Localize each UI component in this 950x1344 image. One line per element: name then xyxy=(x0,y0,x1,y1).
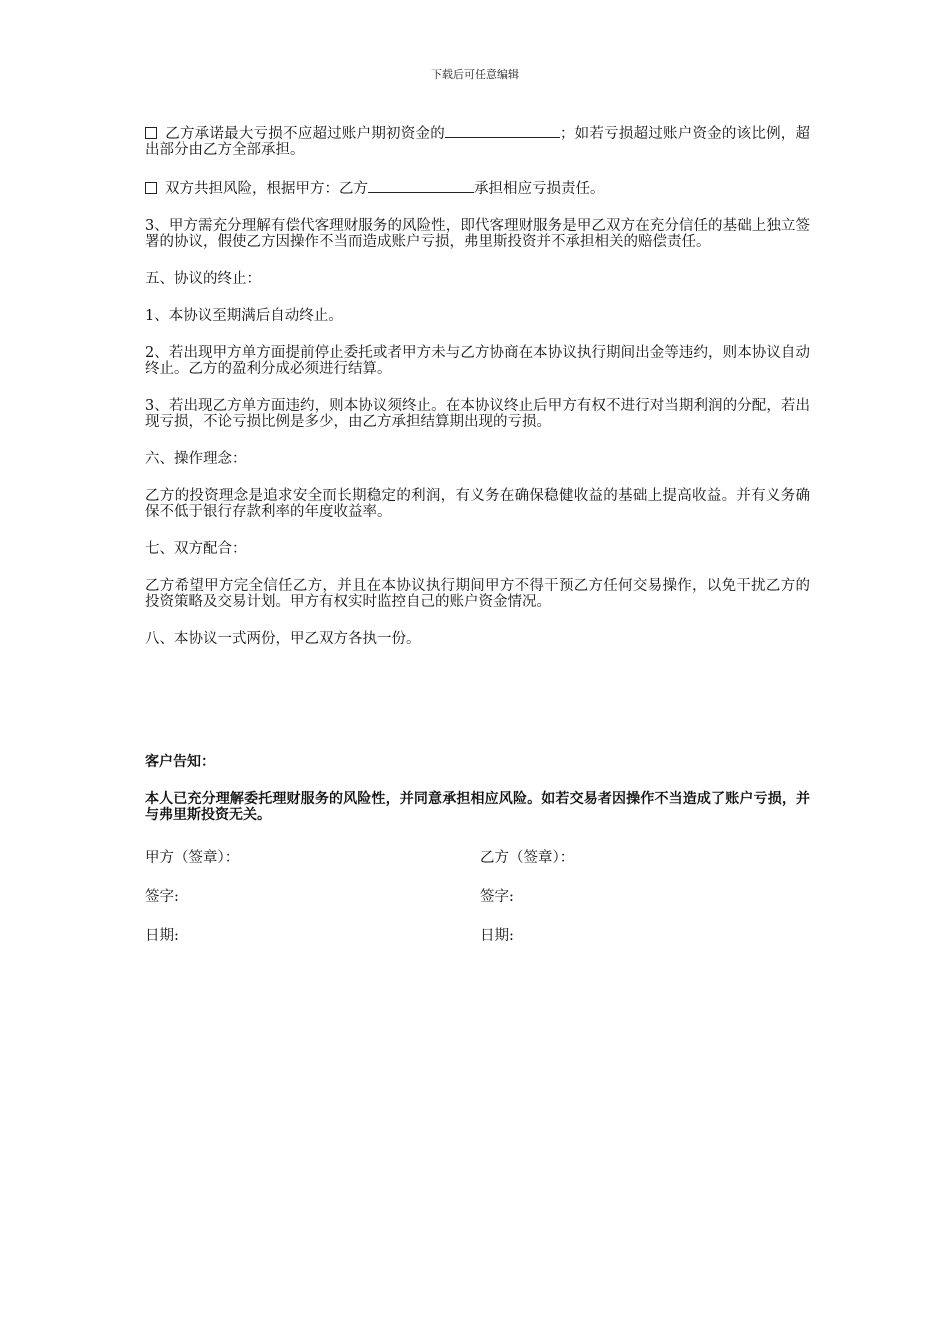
party-b-sign-label: 签字: xyxy=(480,889,514,905)
notice-body: 本人已充分理解委托理财服务的风险性，并同意承担相应风险。如若交易者因操作不当造成了账户亏损，并与弗里斯投资无关。 xyxy=(145,791,810,823)
section-cooperation-heading: 七、双方配合： xyxy=(145,541,247,557)
party-a-seal-label: 甲方（签章）： xyxy=(145,850,240,866)
clause-termination-2: 2、若出现甲方单方面提前停止委托或者甲方未与乙方协商在本协议执行期间出金等违约，则本协议自动终止。乙方的盈利分成必须进行结算。 xyxy=(145,345,810,377)
clause-risk-understanding: 3、甲方需充分理解有偿代客理财服务的风险性，即代客理财服务是甲乙双方在充分信任的基础上独立签署的协议，假使乙方因操作不当而造成账户亏损，弗里斯投资并不承担相关的赔偿责任。 xyxy=(145,218,810,250)
option-shared-risk-suffix: 承担相应亏损责任。 xyxy=(474,181,605,197)
clause-termination-1: 1、本协议至期满后自动终止。 xyxy=(145,308,343,324)
section-philosophy-heading: 六、操作理念： xyxy=(145,451,247,467)
page-header: 下载后可任意编辑 xyxy=(431,68,519,81)
party-a-date-label: 日期: xyxy=(145,928,179,944)
checkbox-max-loss[interactable] xyxy=(145,127,157,139)
option-max-loss xyxy=(145,124,810,158)
clause-copies: 八、本协议一式两份，甲乙双方各执一份。 xyxy=(145,631,421,647)
clause-termination-3: 3、若出现乙方单方面违约，则本协议须终止。在本协议终止后甲方有权不进行对当期利润的分配，若出现亏损，不论亏损比例是多少，由乙方承担结算期出现的亏损。 xyxy=(145,398,810,430)
clause-cooperation: 乙方希望甲方完全信任乙方，并且在本协议执行期间甲方不得干预乙方任何交易操作，以免干扰乙方的投资策略及交易计划。甲方有权实时监控自己的账户资金情况。 xyxy=(145,578,810,610)
option-shared-risk xyxy=(145,179,810,197)
party-b-date-label: 日期: xyxy=(480,928,514,944)
notice-title: 客户告知： xyxy=(145,754,215,770)
option-max-loss-prefix: 乙方承诺最大亏损不应超过账户期初资金的 xyxy=(165,126,445,142)
option-max-loss-suffix: ；如若亏损超过账户资金的该比例，超出部分由乙方全部承担。 xyxy=(145,126,811,158)
option-shared-risk-prefix: 双方共担风险，根据甲方：乙方 xyxy=(165,181,368,197)
blank-loss-ratio[interactable] xyxy=(445,124,560,138)
blank-shared-ratio[interactable] xyxy=(368,179,474,193)
checkbox-shared-risk[interactable] xyxy=(145,182,157,194)
party-a-sign-label: 签字: xyxy=(145,889,179,905)
section-termination-heading: 五、协议的终止： xyxy=(145,271,261,287)
agreement-body xyxy=(145,124,810,668)
clause-philosophy: 乙方的投资理念是追求安全而长期稳定的利润，有义务在确保稳健收益的基础上提高收益。并有义务确保不低于银行存款利率的年度收益率。 xyxy=(145,488,810,520)
party-b-seal-label: 乙方（签章）： xyxy=(480,850,575,866)
